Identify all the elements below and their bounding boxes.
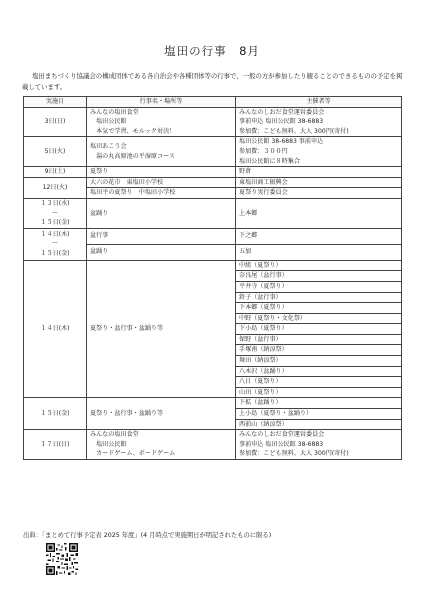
event-cell: [87, 107, 236, 137]
date-line: １４日(木): [40, 230, 70, 238]
organizer-cell: 八木沢（盆踊り）: [236, 366, 402, 377]
date-cell: [24, 228, 87, 260]
organizer-cell: 下小島（夏祭り）: [236, 324, 402, 335]
event-cell: 夏祭り・盆行事・盆踊り等: [87, 260, 236, 398]
organizer-cell: 東塩田商工振興会: [236, 177, 402, 188]
qr-code-icon: [46, 543, 78, 575]
organizer-cell: [236, 430, 402, 460]
date-cell: 12日(火): [24, 177, 87, 198]
organizer-line: 参加費：こども無料、大人 300円(寄付): [239, 127, 349, 135]
date-line: １３日(水): [40, 199, 70, 207]
organizer-cell: 保野（盆行事）: [236, 334, 402, 345]
event-cell: 塩田平の夏祭り 中塩田小学校: [87, 188, 236, 199]
organizer-cell: 平井寺（夏祭り）: [236, 281, 402, 292]
event-line: 本気で学習、モルック対決！: [90, 127, 176, 135]
organizer-cell: 中組（夏祭り）: [236, 260, 402, 271]
table-row: [24, 430, 402, 460]
date-cell: 5日(火): [24, 137, 87, 167]
event-cell: [87, 430, 236, 460]
organizer-cell: 下拡（盆踊り）: [236, 398, 402, 409]
intro-text: 塩田まちづくり協議会の構成団体である各自治会や各種団体等の行事で、一般の方が参加したり観ることのできるものの予定を掲載しています。: [22, 72, 403, 91]
event-line: 塩田公民館: [90, 118, 127, 126]
organizer-cell: 奈良尾（盆行事）: [236, 271, 402, 282]
organizer-cell: 野倉: [236, 167, 402, 178]
table-row: [24, 398, 402, 409]
organizer-line: みんなのしおだ食堂運営委員会: [239, 431, 325, 439]
table-row: [24, 228, 402, 244]
event-cell: 大六の花市 東塩田小学校: [87, 177, 236, 188]
table-row: [24, 198, 402, 228]
organizer-line: 参加費：こども無料、大人 300円(寄付): [239, 450, 349, 458]
organizer-cell: [236, 137, 402, 167]
event-cell: 盆踊り: [87, 198, 236, 228]
organizer-cell: 八日（夏祭り）: [236, 377, 402, 388]
event-line: みんなの塩田食堂: [90, 108, 139, 116]
organizer-cell: 鈴子（盆行事）: [236, 292, 402, 303]
table-row: [24, 260, 402, 271]
organizer-line: みんなのしおだ食堂運営委員会: [239, 108, 325, 116]
header-event: 行事名・場所等: [87, 97, 236, 108]
table-row: [24, 167, 402, 178]
table-header-row: [24, 97, 402, 108]
organizer-cell: 手塚南（納涼祭）: [236, 345, 402, 356]
header-date: 実施日: [24, 97, 87, 108]
organizer-cell: 下之郷: [236, 228, 402, 244]
event-cell: 盆踊り: [87, 244, 236, 260]
table-row: [24, 137, 402, 167]
event-line: 塩田公民館: [90, 440, 127, 448]
date-line: 〜: [51, 240, 59, 248]
table-row: [24, 107, 402, 137]
organizer-line: 塩田公民館に８時集合: [239, 157, 300, 165]
events-table: [23, 96, 402, 460]
event-cell: 夏祭り・盆行事・盆踊り等: [87, 398, 236, 430]
organizer-cell: 夏祭り実行委員会: [236, 188, 402, 199]
organizer-cell: 山田（夏祭り）: [236, 387, 402, 398]
table-row: [24, 177, 402, 188]
date-line: １５日(金): [40, 219, 70, 227]
organizer-cell: 下本郷（夏祭り）: [236, 303, 402, 314]
event-line: 湯の丸高原池の平湿原コース: [90, 152, 176, 160]
page-title: 塩田の行事 8月: [164, 44, 260, 58]
date-cell: 3日(日): [24, 107, 87, 137]
organizer-cell: 上小島（夏祭り・盆踊り）: [236, 409, 402, 420]
event-line: みんなの塩田食堂: [90, 431, 139, 439]
date-line: １５日(金): [40, 250, 70, 258]
date-line: 〜: [51, 209, 59, 217]
organizer-cell: 中野（夏祭り・文化祭）: [236, 313, 402, 324]
organizer-line: 事前申込 塩田公民館 38-6883: [239, 118, 324, 126]
event-line: 塩田あこう会: [90, 143, 127, 151]
organizer-cell: 西前山（納涼祭）: [236, 419, 402, 430]
date-cell: １４日(木): [24, 260, 87, 398]
organizer-cell: 五加: [236, 244, 402, 260]
source-note: 出典：「まとめて行事予定表 2025 年度」(4 月時点で実施期日が明記されたものに限る): [23, 532, 272, 539]
date-cell: 9日(土): [24, 167, 87, 178]
organizer-cell: 舞田（納涼祭）: [236, 356, 402, 367]
event-cell: 夏祭り: [87, 167, 236, 178]
date-cell: １７日(日): [24, 430, 87, 460]
organizer-line: 参加費：３００円: [239, 147, 288, 155]
organizer-cell: [236, 107, 402, 137]
event-line: カードゲーム、ボードゲーム: [90, 450, 176, 458]
date-cell: １５日(金): [24, 398, 87, 430]
event-cell: 盆行事: [87, 228, 236, 244]
header-organizer: 主催者等: [236, 97, 402, 108]
organizer-line: 塩田公民館 38-6883 事前申込: [239, 138, 324, 146]
date-cell: [24, 198, 87, 228]
organizer-line: 事前申込 塩田公民館 38-6883: [239, 440, 324, 448]
event-cell: [87, 137, 236, 167]
organizer-cell: 上本郷: [236, 198, 402, 228]
